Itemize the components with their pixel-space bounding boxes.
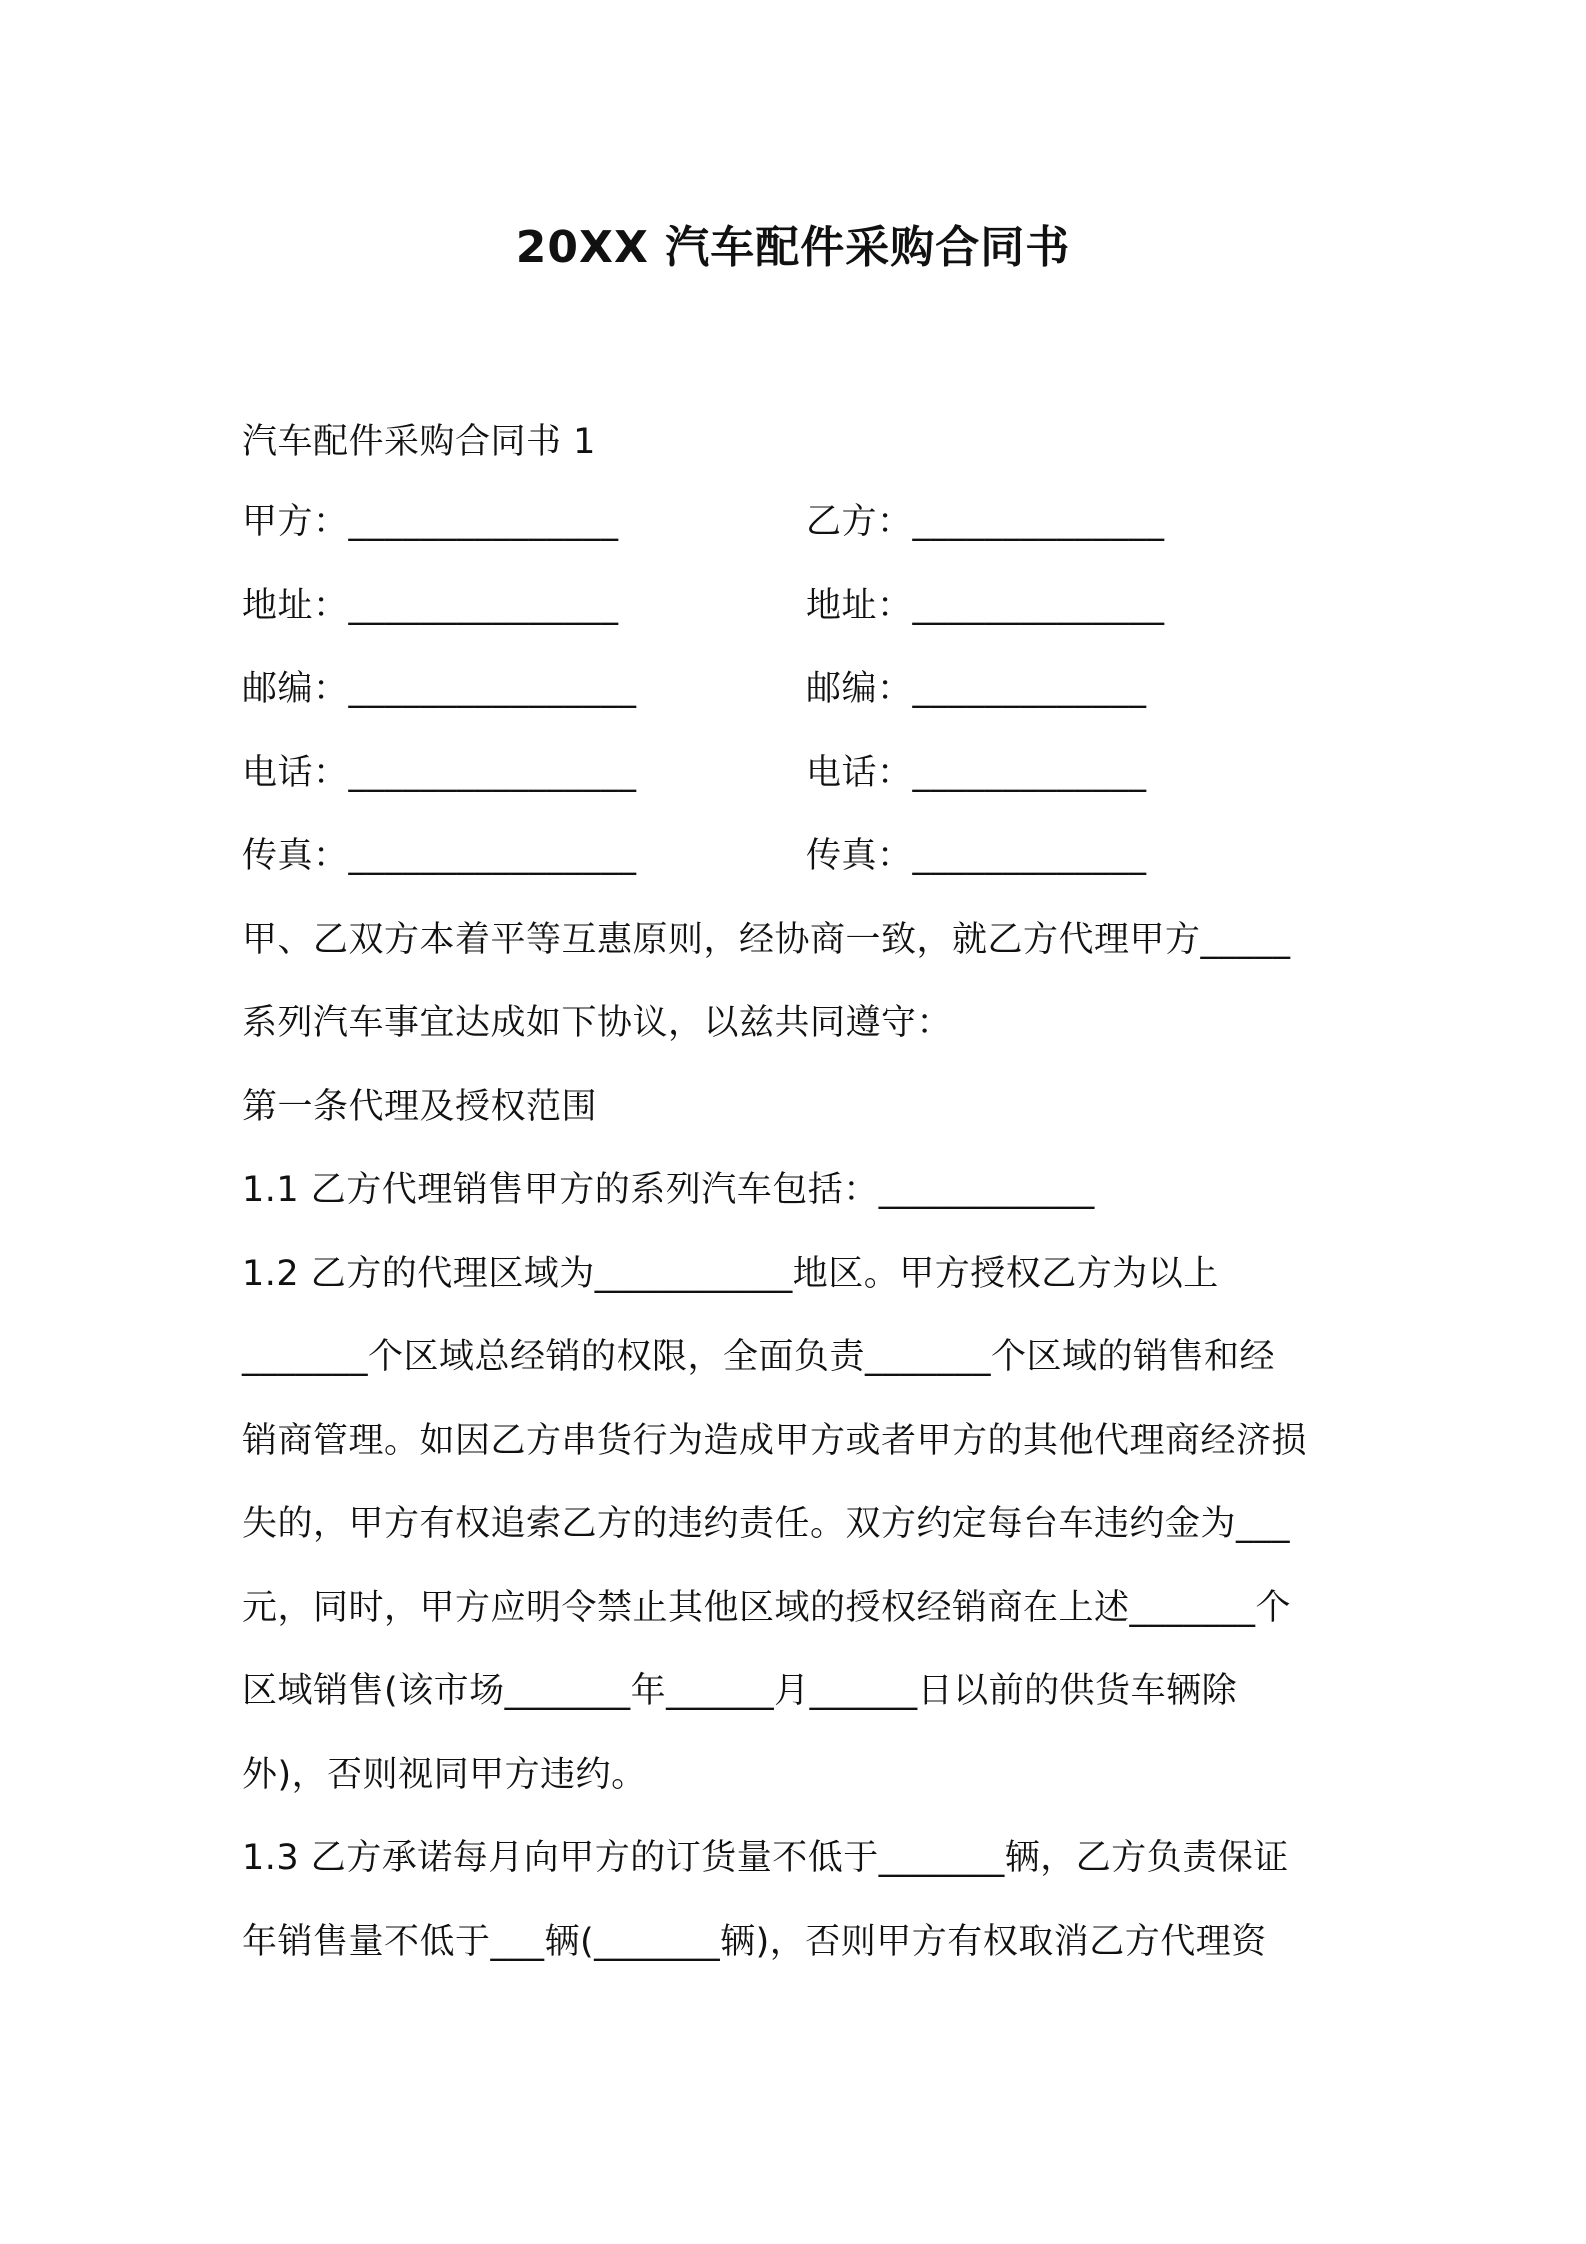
body-line: 年销售量不低于___辆(_______辆)，否则甲方有权取消乙方代理资 [242, 1922, 1267, 1962]
party-a-name-field: 甲方：_______________ [242, 502, 619, 542]
party-b-phone-field: 电话：_____________ [806, 753, 1147, 793]
body-line: 甲、乙双方本着平等互惠原则，经协商一致，就乙方代理甲方_____ [242, 920, 1291, 960]
party-b-address-field: 地址：______________ [806, 586, 1165, 626]
body-line: 系列汽车事宜达成如下协议，以兹共同遵守： [242, 1003, 953, 1043]
body-line: _______个区域总经销的权限，全面负责_______个区域的销售和经 [242, 1337, 1276, 1377]
body-line: 区域销售(该市场_______年______月______日以前的供货车辆除 [242, 1671, 1238, 1711]
contract-subtitle: 汽车配件采购合同书 1 [242, 422, 596, 462]
party-a-phone-field: 电话：________________ [242, 753, 637, 793]
body-line: 销商管理。如因乙方串货行为造成甲方或者甲方的其他代理商经济损 [242, 1421, 1308, 1461]
document-title: 20XX 汽车配件采购合同书 [515, 222, 1071, 273]
body-line: 外)，否则视同甲方违约。 [242, 1755, 647, 1795]
clause-1-3: 1.3 乙方承诺每月向甲方的订货量不低于_______辆，乙方负责保证 [242, 1838, 1289, 1878]
clause-1-2: 1.2 乙方的代理区域为___________地区。甲方授权乙方为以上 [242, 1254, 1219, 1294]
party-a-fax-field: 传真：________________ [242, 836, 637, 876]
party-b-postcode-field: 邮编：_____________ [806, 669, 1147, 709]
body-line: 失的，甲方有权追索乙方的违约责任。双方约定每台车违约金为___ [242, 1504, 1291, 1544]
section-heading: 第一条代理及授权范围 [242, 1087, 598, 1127]
party-b-name-field: 乙方：______________ [806, 502, 1165, 542]
party-b-fax-field: 传真：_____________ [806, 836, 1147, 876]
clause-1-1: 1.1 乙方代理销售甲方的系列汽车包括：____________ [242, 1170, 1095, 1210]
body-line: 元，同时，甲方应明令禁止其他区域的授权经销商在上述_______个 [242, 1588, 1292, 1628]
party-a-address-field: 地址：_______________ [242, 586, 619, 626]
party-a-postcode-field: 邮编：________________ [242, 669, 637, 709]
